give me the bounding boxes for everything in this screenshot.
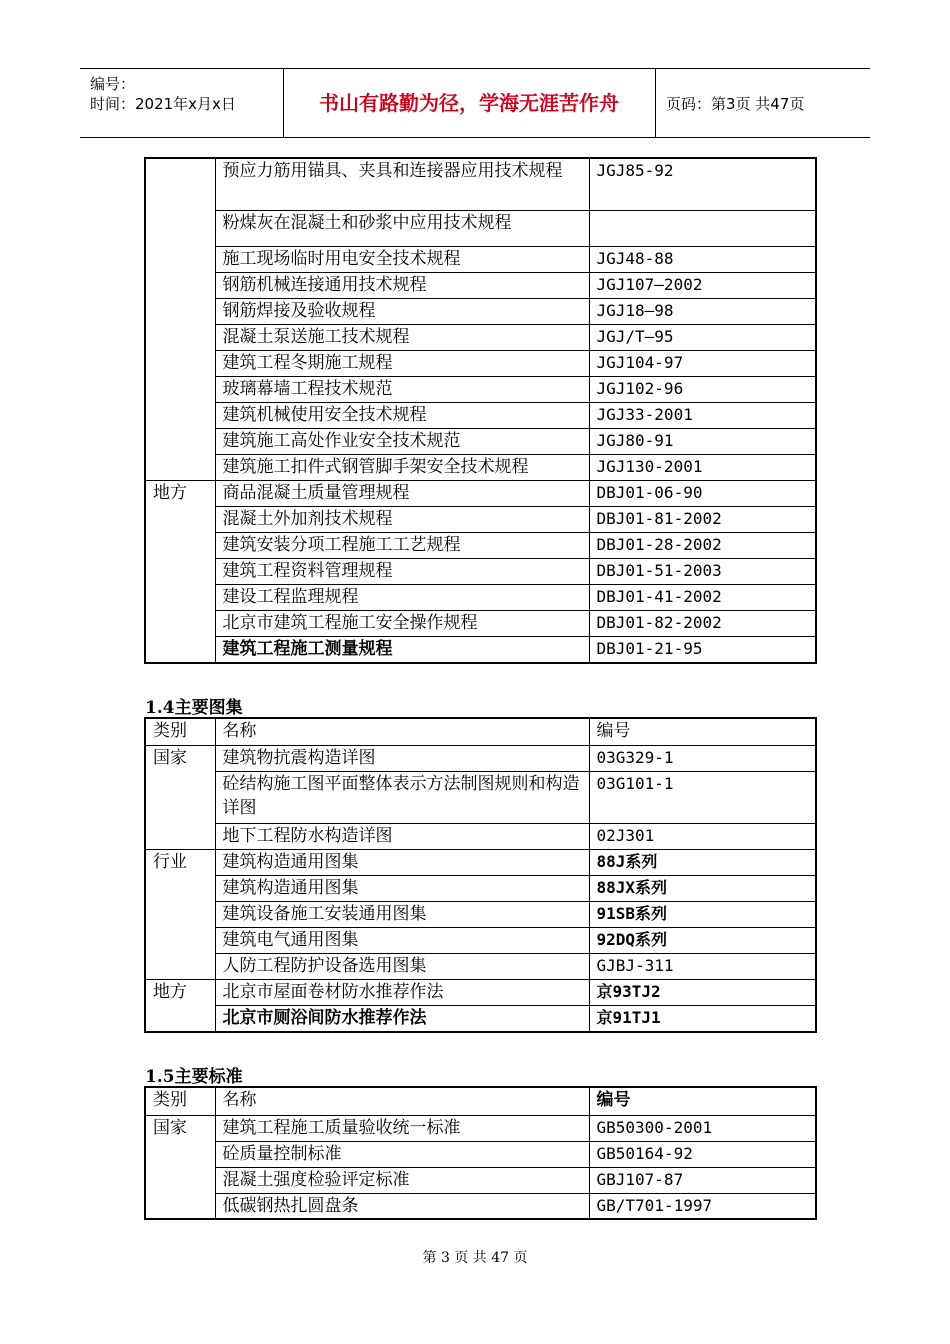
category-cell: [145, 927, 215, 953]
category-header: 类别: [145, 1087, 215, 1115]
code-header: 编号: [589, 1087, 816, 1115]
category-cell: [145, 636, 215, 663]
category-cell: [145, 298, 215, 324]
category-cell: [145, 823, 215, 849]
code-cell: JGJ130-2001: [589, 454, 816, 480]
table-row: [145, 875, 816, 901]
table-row: [145, 428, 816, 454]
category-cell: [145, 428, 215, 454]
name-cell: 商品混凝土质量管理规程: [215, 480, 589, 506]
category-cell: [145, 532, 215, 558]
name-cell: 建筑工程施工质量验收统一标准: [215, 1115, 589, 1141]
name-cell: 北京市厕浴间防水推荐作法: [215, 1005, 589, 1032]
code-cell: JGJ33-2001: [589, 402, 816, 428]
name-cell: 玻璃幕墙工程技术规范: [215, 376, 589, 402]
table-row: [145, 584, 816, 610]
table-row: [145, 1115, 816, 1141]
table-row: [145, 506, 816, 532]
code-cell: JGJ/T—95: [589, 324, 816, 350]
code-cell: JGJ107—2002: [589, 272, 816, 298]
code-cell: DBJ01-28-2002: [589, 532, 816, 558]
code-cell: [589, 210, 816, 246]
table-row: [145, 745, 816, 771]
name-cell: 建筑机械使用安全技术规程: [215, 402, 589, 428]
code-cell: JGJ18—98: [589, 298, 816, 324]
name-header: 名称: [215, 718, 589, 745]
name-cell: 北京市建筑工程施工安全操作规程: [215, 610, 589, 636]
table-row: [145, 210, 816, 246]
code-cell: GJBJ-311: [589, 953, 816, 979]
category-cell: 地方: [145, 480, 215, 506]
name-cell: 建筑工程资料管理规程: [215, 558, 589, 584]
code-cell: 京93TJ2: [589, 979, 816, 1005]
code-cell: 88J系列: [589, 849, 816, 875]
time-label: 时间：2021年x月x日: [90, 95, 236, 113]
name-cell: 混凝土强度检验评定标准: [215, 1167, 589, 1193]
code-cell: DBJ01-21-95: [589, 636, 816, 663]
code-cell: JGJ80-91: [589, 428, 816, 454]
category-cell: 行业: [145, 849, 215, 875]
table-row: [145, 771, 816, 823]
code-cell: GBJ107-87: [589, 1167, 816, 1193]
category-cell: [145, 506, 215, 532]
section-1-4-title: 1.4主要图集: [145, 698, 243, 718]
table-row: [145, 1141, 816, 1167]
name-cell: 施工现场临时用电安全技术规程: [215, 246, 589, 272]
code-cell: JGJ102-96: [589, 376, 816, 402]
page-footer: 第 3 页 共 47 页: [422, 1250, 528, 1266]
table-row: [145, 901, 816, 927]
code-cell: JGJ85-92: [589, 158, 816, 210]
category-cell: [145, 272, 215, 298]
table-row: [145, 350, 816, 376]
table-row: [145, 558, 816, 584]
table-row: [145, 1005, 816, 1032]
category-cell: [145, 558, 215, 584]
table-row: [145, 636, 816, 663]
table-row: [145, 272, 816, 298]
category-cell: [145, 875, 215, 901]
code-cell: 88JX系列: [589, 875, 816, 901]
table-row: [145, 532, 816, 558]
name-cell: 建筑工程施工测量规程: [215, 636, 589, 663]
table-row: [145, 324, 816, 350]
code-cell: DBJ01-06-90: [589, 480, 816, 506]
header-info-cell: [80, 69, 284, 137]
code-cell: 03G329-1: [589, 745, 816, 771]
name-cell: 预应力筋用锚具、夹具和连接器应用技术规程: [215, 158, 589, 210]
code-cell: 03G101-1: [589, 771, 816, 823]
table-row: [145, 480, 816, 506]
code-cell: GB/T701-1997: [589, 1193, 816, 1219]
category-cell: [145, 210, 215, 246]
atlas-table: [144, 717, 817, 1033]
category-cell: [145, 350, 215, 376]
name-cell: 混凝土外加剂技术规程: [215, 506, 589, 532]
category-cell: [145, 771, 215, 823]
table-row: [145, 927, 816, 953]
table-row: [145, 376, 816, 402]
name-cell: 砼质量控制标准: [215, 1141, 589, 1167]
standards-table: [144, 1086, 817, 1220]
name-cell: 建筑电气通用图集: [215, 927, 589, 953]
name-header: 名称: [215, 1087, 589, 1115]
table-row: [145, 298, 816, 324]
name-cell: 建筑施工扣件式钢管脚手架安全技术规程: [215, 454, 589, 480]
header-row: [145, 1087, 816, 1115]
table-row: [145, 823, 816, 849]
category-cell: [145, 1005, 215, 1032]
name-cell: 低碳钢热扎圆盘条: [215, 1193, 589, 1219]
code-cell: DBJ01-81-2002: [589, 506, 816, 532]
category-cell: [145, 584, 215, 610]
code-cell: JGJ48-88: [589, 246, 816, 272]
table-row: [145, 158, 816, 210]
name-cell: 建筑物抗震构造详图: [215, 745, 589, 771]
category-cell: [145, 901, 215, 927]
code-cell: 92DQ系列: [589, 927, 816, 953]
code-cell: 91SB系列: [589, 901, 816, 927]
header-page-cell: [656, 69, 870, 137]
name-cell: 人防工程防护设备选用图集: [215, 953, 589, 979]
name-cell: 地下工程防水构造详图: [215, 823, 589, 849]
motto: 书山有路勤为径，学海无涯苦作舟: [283, 69, 656, 137]
code-cell: DBJ01-82-2002: [589, 610, 816, 636]
category-header: 类别: [145, 718, 215, 745]
name-cell: 建筑设备施工安装通用图集: [215, 901, 589, 927]
category-cell: [145, 953, 215, 979]
code-cell: DBJ01-51-2003: [589, 558, 816, 584]
category-cell: [145, 454, 215, 480]
table-row: [145, 849, 816, 875]
name-cell: 建筑施工高处作业安全技术规范: [215, 428, 589, 454]
name-cell: 钢筋机械连接通用技术规程: [215, 272, 589, 298]
code-header: 编号: [589, 718, 816, 745]
category-cell: [145, 1141, 215, 1167]
code-cell: 京91TJ1: [589, 1005, 816, 1032]
category-cell: [145, 1193, 215, 1219]
category-cell: [145, 610, 215, 636]
name-cell: 建筑构造通用图集: [215, 875, 589, 901]
category-cell: [145, 402, 215, 428]
header-row: [145, 718, 816, 745]
section-1-5-title: 1.5主要标准: [145, 1067, 243, 1087]
category-cell: [145, 324, 215, 350]
table-row: [145, 1193, 816, 1219]
table-row: [145, 402, 816, 428]
name-cell: 混凝土泵送施工技术规程: [215, 324, 589, 350]
code-cell: DBJ01-41-2002: [589, 584, 816, 610]
name-cell: 建设工程监理规程: [215, 584, 589, 610]
name-cell: 建筑安装分项工程施工工艺规程: [215, 532, 589, 558]
name-cell: 钢筋焊接及验收规程: [215, 298, 589, 324]
code-cell: JGJ104-97: [589, 350, 816, 376]
table-row: [145, 1167, 816, 1193]
name-cell: 粉煤灰在混凝土和砂浆中应用技术规程: [215, 210, 589, 246]
category-cell: 国家: [145, 1115, 215, 1141]
table-row: [145, 979, 816, 1005]
table-row: [145, 246, 816, 272]
name-cell: 北京市屋面卷材防水推荐作法: [215, 979, 589, 1005]
name-cell: 建筑工程冬期施工规程: [215, 350, 589, 376]
category-cell: [145, 376, 215, 402]
code-cell: GB50300-2001: [589, 1115, 816, 1141]
code-cell: GB50164-92: [589, 1141, 816, 1167]
category-cell: 地方: [145, 979, 215, 1005]
page-header: [80, 68, 870, 138]
name-cell: 建筑构造通用图集: [215, 849, 589, 875]
table-row: [145, 953, 816, 979]
table-row: [145, 610, 816, 636]
number-label: 编号：: [90, 75, 136, 93]
table-row: [145, 454, 816, 480]
category-cell: [145, 246, 215, 272]
code-cell: 02J301: [589, 823, 816, 849]
regulations-table: [144, 157, 817, 664]
page-label: 页码：第3页 共47页: [666, 95, 805, 113]
category-cell: [145, 158, 215, 210]
category-cell: 国家: [145, 745, 215, 771]
name-cell: 砼结构施工图平面整体表示方法制图规则和构造详图: [215, 771, 589, 823]
category-cell: [145, 1167, 215, 1193]
